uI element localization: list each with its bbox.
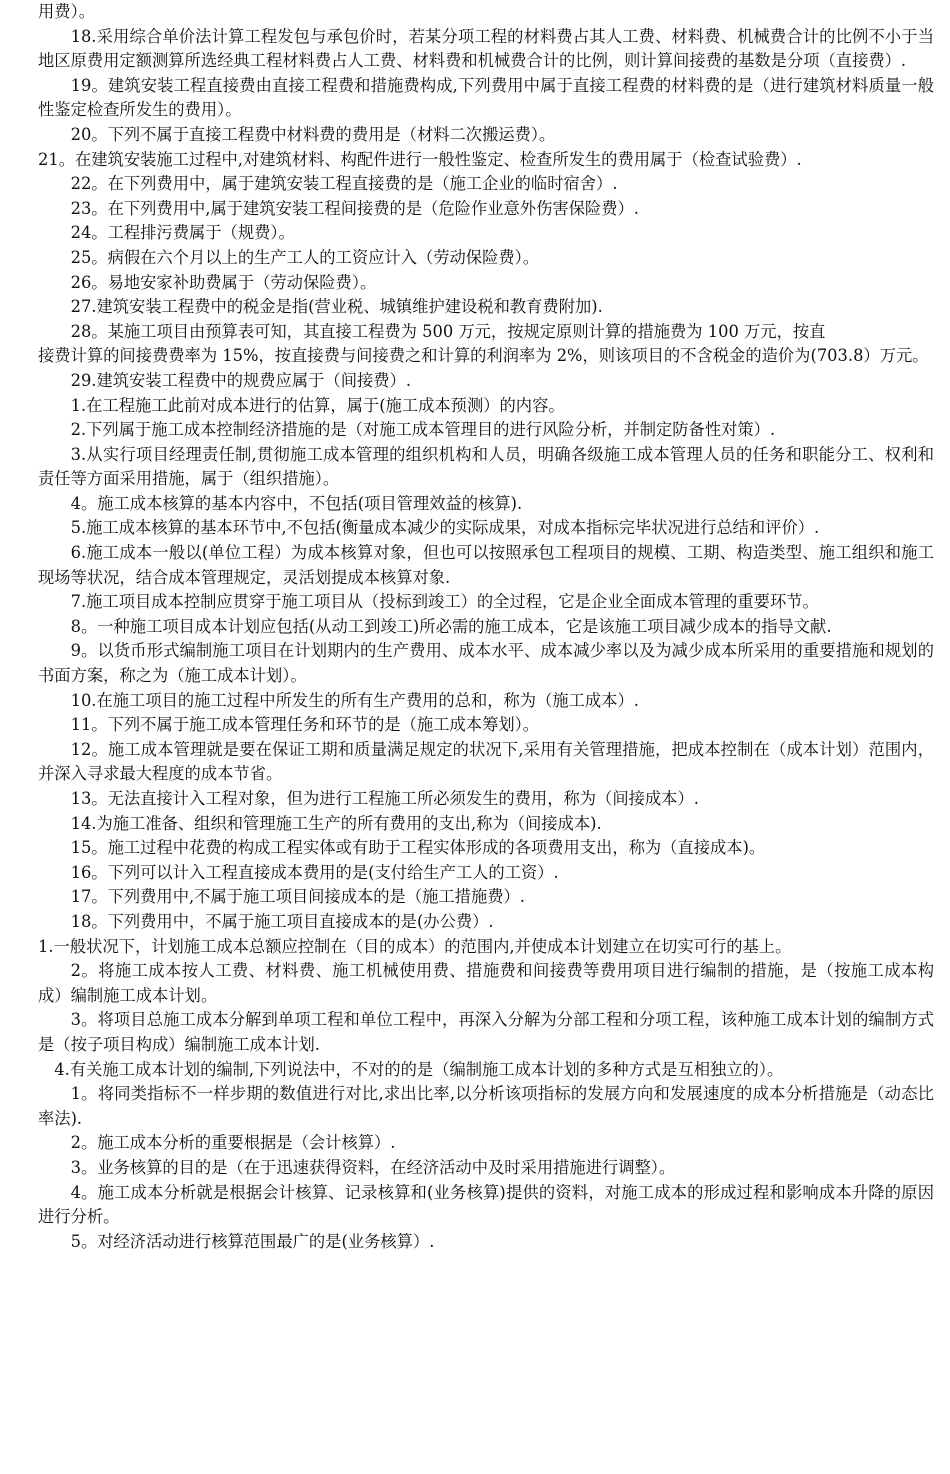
paragraph: 19。建筑安装工程直接费由直接工程费和措施费构成,下列费用中属于直接工程费的材料费的是（进行建筑材料质量一般性鉴定检查所发生的费用）。 <box>38 75 934 120</box>
paragraph: 8。一种施工项目成本计划应包括(从动工到竣工)所必需的施工成本，它是该施工项目减少成本的指导文献. <box>70 616 832 636</box>
paragraph: 13。无法直接计入工程对象，但为进行工程施工所必须发生的费用，称为（间接成本）. <box>70 789 699 808</box>
paragraph: 3。业务核算的目的是（在于迅速获得资料，在经济活动中及时采用措施进行调整）。 <box>70 1157 676 1177</box>
paragraph: 16。下列可以计入工程直接成本费用的是(支付给生产工人的工资）. <box>70 862 559 882</box>
paragraph: 4。施工成本核算的基本内容中，不包括(项目管理效益的核算). <box>70 493 523 513</box>
paragraph: 5.施工成本核算的基本环节中,不包括(衡量成本减少的实际成果，对成本指标完毕状况进行总结和评价）. <box>70 518 820 538</box>
paragraph: 25。病假在六个月以上的生产工人的工资应计入（劳动保险费）。 <box>70 247 540 267</box>
paragraph: 11。下列不属于施工成本管理任务和环节的是（施工成本筹划）。 <box>70 715 540 735</box>
paragraph: 6.施工成本一般以(单位工程）为成本核算对象，但也可以按照承包工程项目的规模、工期、构造类型、施工组织和施工现场等状况，结合成本管理规定，灵活划提成本核算对象. <box>38 543 934 587</box>
paragraph: 9。以货币形式编制施工项目在计划期内的生产费用、成本水平、成本减少率以及为减少成本所采用的重要措施和规划的书面方案，称之为（施工成本计划）。 <box>38 641 934 686</box>
paragraph: 用费）。 <box>38 2 95 21</box>
paragraph: 2.下列属于施工成本控制经济措施的是（对施工成本管理目的进行风险分析，并制定防备性对策）. <box>70 420 776 440</box>
paragraph: 17。下列费用中,不属于施工项目间接成本的是（施工措施费）. <box>70 887 525 907</box>
paragraph: 20。下列不属于直接工程费中材料费的费用是（材料二次搬运费）。 <box>70 124 556 144</box>
paragraph: 1。将同类指标不一样步期的数值进行对比,求出比率,以分析该项指标的发展方向和发展速度的成本分析措施是（动态比率法). <box>38 1084 934 1128</box>
paragraph: 2。将施工成本按人工费、材料费、施工机械使用费、措施费和间接费等费用项目进行编制的措施，是（按施工成本构成）编制施工成本计划。 <box>38 961 934 1005</box>
paragraph: 1.在工程施工此前对成本进行的估算，属于(施工成本预测）的内容。 <box>70 395 565 415</box>
paragraph: 18.采用综合单价法计算工程发包与承包价时，若某分项工程的材料费占其人工费、材料费、机械费合计的比例不小于当地区原费用定额测算所选经典工程材料费占人工费、材料费和机械费合计的比例，则计算间接费的基数是分项（直接费）. <box>38 26 934 71</box>
paragraph: 15。施工过程中花费的构成工程实体或有助于工程实体形成的各项费用支出，称为（直接成本)。 <box>70 838 766 858</box>
paragraph: 5。对经济活动进行核算范围最广的是(业务核算）. <box>70 1231 435 1251</box>
paragraph: 1.一般状况下，计划施工成本总额应控制在（目的成本）的范围内,并使成本计划建立在切实可行的基上。 <box>38 936 792 956</box>
paragraph: 14.为施工准备、组织和管理施工生产的所有费用的支出,称为（间接成本). <box>70 813 602 833</box>
paragraph: 21。在建筑安装施工过程中,对建筑材料、构配件进行一般性鉴定、检查所发生的费用属于（检查试验费）. <box>38 149 802 169</box>
paragraph: 22。在下列费用中，属于建筑安装工程直接费的是（施工企业的临时宿舍）. <box>70 174 618 194</box>
paragraph: 3。将项目总施工成本分解到单项工程和单位工程中，再深入分解为分部工程和分项工程，该种施工成本计划的编制方式是（按子项目构成）编制施工成本计划. <box>38 1010 934 1054</box>
paragraph: 23。在下列费用中,属于建筑安装工程间接费的是（危险作业意外伤害保险费）. <box>70 198 639 218</box>
paragraph: 24。工程排污费属于（规费）。 <box>70 223 295 243</box>
paragraph: 28。某施工项目由预算表可知，其直接工程费为 500 万元，按规定原则计算的措施费为 100 万元，按直 <box>70 321 826 341</box>
paragraph: 3.从实行项目经理责任制,贯彻施工成本管理的组织机构和人员，明确各级施工成本管理人员的任务和职能分工、权利和责任等方面采用措施，属于（组织措施）。 <box>38 444 934 489</box>
paragraph: 10.在施工项目的施工过程中所发生的所有生产费用的总和，称为（施工成本）. <box>70 690 639 710</box>
paragraph: 26。易地安家补助费属于（劳动保险费）。 <box>70 272 377 292</box>
paragraph: 4。施工成本分析就是根据会计核算、记录核算和(业务核算)提供的资料，对施工成本的形成过程和影响成本升降的原因进行分析。 <box>38 1182 934 1227</box>
paragraph: 4.有关施工成本计划的编制,下列说法中，不对的的是（编制施工成本计划的多种方式是互相独立的）。 <box>54 1059 784 1079</box>
paragraph: 27.建筑安装工程费中的税金是指(营业税、城镇维护建设税和教育费附加). <box>70 297 603 317</box>
paragraph: 12。施工成本管理就是要在保证工期和质量满足规定的状况下,采用有关管理措施，把成本控制在（成本计划）范围内，并深入寻求最大程度的成本节省。 <box>38 739 934 784</box>
paragraph: 2。施工成本分析的重要根据是（会计核算）. <box>70 1133 396 1153</box>
paragraph: 29.建筑安装工程费中的规费应属于（间接费）. <box>70 370 412 390</box>
paragraph: 接费计算的间接费费率为 15%，按直接费与间接费之和计算的利润率为 2%，则该项目的不含税金的造价为(703.8）万元。 <box>38 346 929 366</box>
document-body <box>38 0 934 1254</box>
paragraph: 18。下列费用中，不属于施工项目直接成本的是(办公费）. <box>70 911 494 931</box>
paragraph: 7.施工项目成本控制应贯穿于施工项目从（投标到竣工）的全过程，它是企业全面成本管理的重要环节。 <box>70 592 819 612</box>
